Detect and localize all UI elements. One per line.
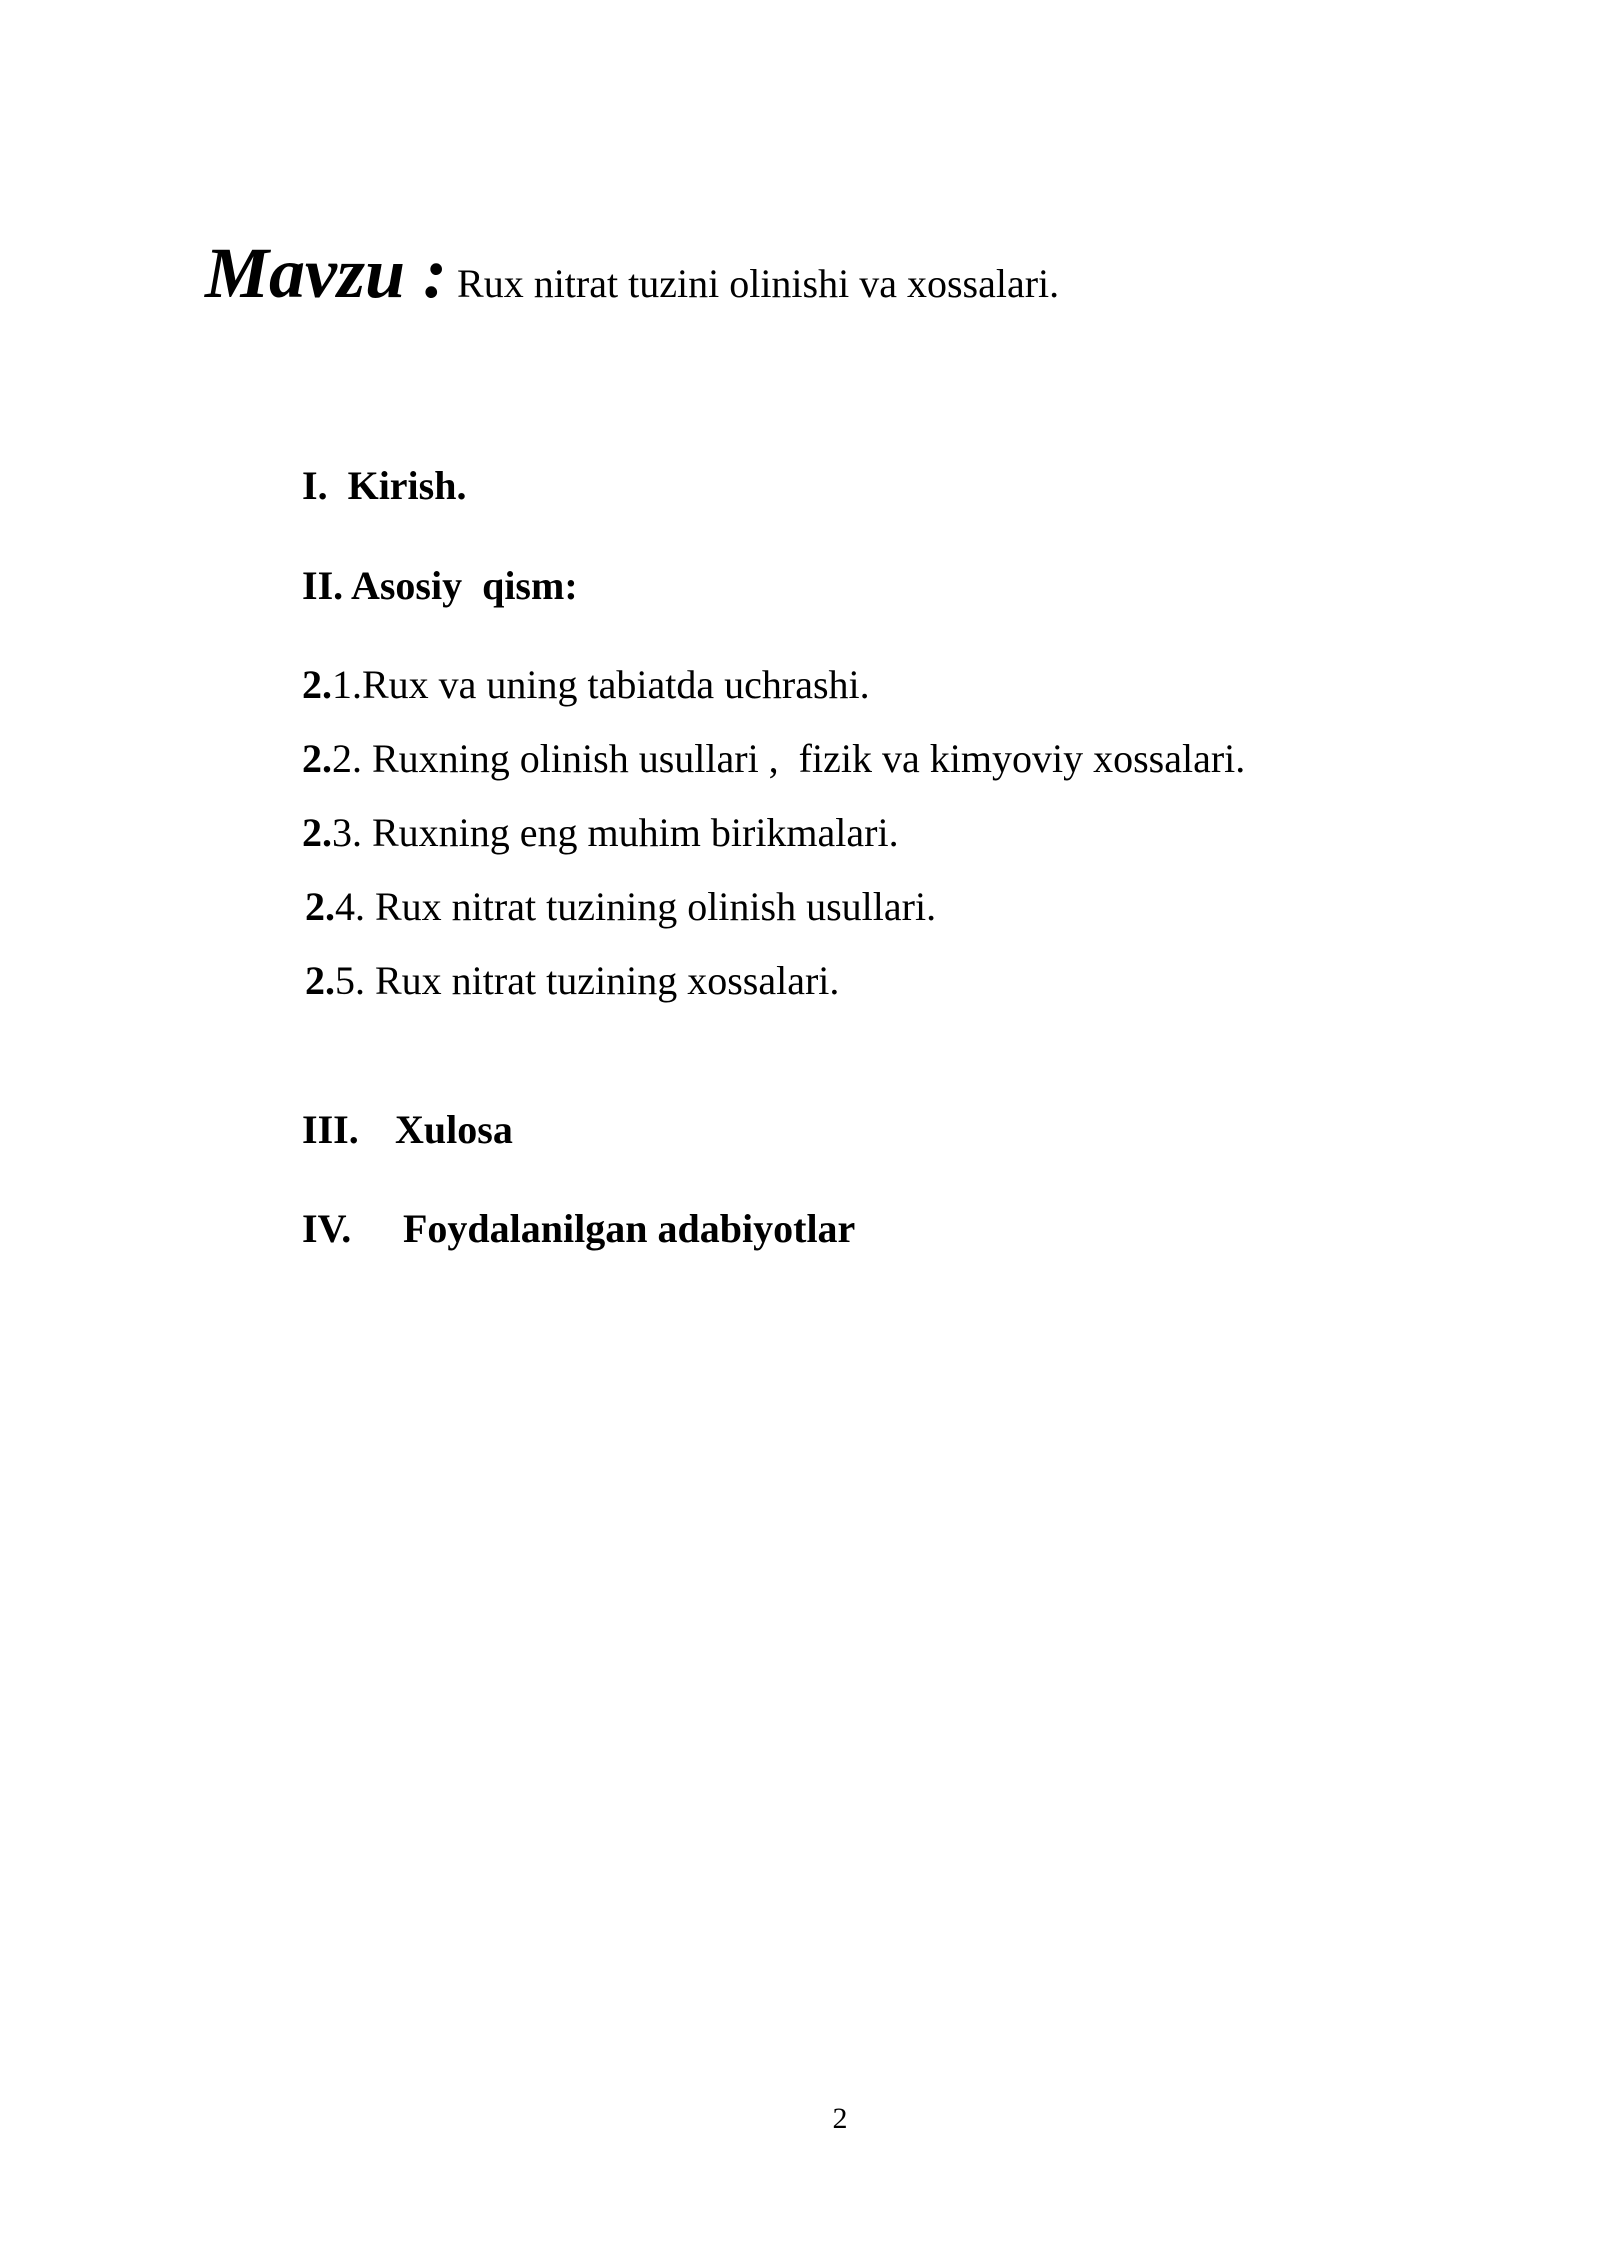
toc-subitem-text: 3. Ruxning eng muhim birikmalari. [332,810,899,855]
toc-item-adabiyotlar [302,1206,856,1251]
toc-subitem-2-3 [302,810,899,855]
toc-subitem-number: 2. [305,884,335,929]
toc-subitem-number: 2. [302,736,332,781]
toc-subitem-2-1 [302,662,870,707]
toc-item-asosiy-qism [302,563,578,608]
toc-text: Kirish. [347,463,467,508]
toc-text: Asosiy qism: [350,563,578,608]
page-number: 2 [832,2102,848,2135]
toc-subitem-2-4 [305,884,937,929]
toc-subitem-2-5 [305,958,840,1003]
toc-subitem-number: 2. [302,810,332,855]
toc-number: II. [302,563,344,608]
toc-text: Xulosa [395,1107,513,1152]
toc-subitem-text: 5. Rux nitrat tuzining xossalari. [335,958,840,1003]
toc-item-xulosa [302,1107,513,1152]
title-label: Mavzu : [205,233,448,313]
toc-subitem-text: 2. Ruxning olinish usullari , fizik va kimyoviy xossalari. [332,736,1246,781]
toc-subitem-number: 2. [305,958,335,1003]
toc-subitem-text: 4. Rux nitrat tuzining olinish usullari. [335,884,937,929]
toc-number: III. [302,1107,359,1152]
page-title [205,232,1059,315]
toc-number: IV. [302,1206,352,1251]
title-text: Rux nitrat tuzini olinishi va xossalari. [457,261,1060,306]
toc-subitem-text: 1.Rux va uning tabiatda uchrashi. [332,662,870,707]
toc-subitem-number: 2. [302,662,332,707]
toc-number: I. [302,463,328,508]
toc-text: Foydalanilgan adabiyotlar [403,1206,856,1251]
toc-item-kirish [302,463,467,508]
toc-subitem-2-2 [302,736,1246,781]
